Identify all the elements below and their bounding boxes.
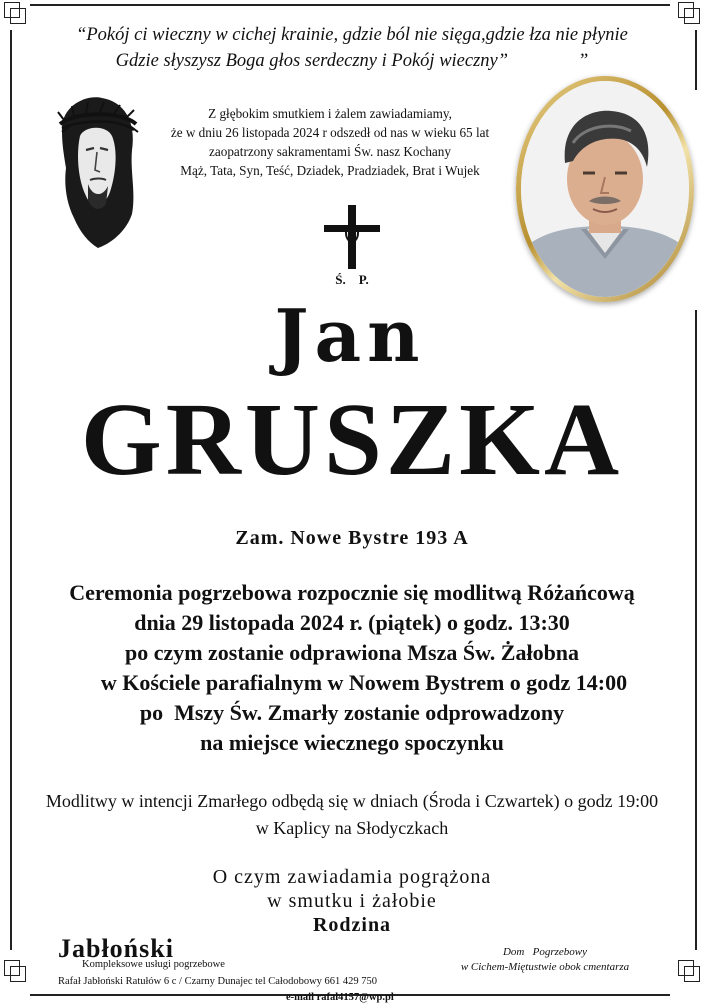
funeral-home-address: Rafał Jabłoński Ratułów 6 c / Czarny Dunajec tel Całodobowy 661 429 750 — [58, 976, 378, 987]
announcement-line-3: zaopatrzony sakramentami Św. nasz Kochany — [209, 144, 451, 159]
cross-symbol — [322, 205, 382, 289]
frame-top-line — [30, 4, 670, 6]
portrait-oval-frame — [516, 76, 694, 302]
memorial-quote — [40, 22, 664, 74]
ceremony-line-1: Ceremonia pogrzebowa rozpocznie się modlitwą Różańcową — [69, 580, 635, 605]
christ-with-crown-of-thorns-image — [40, 92, 150, 250]
announcement-line-2: że w dniu 26 listopada 2024 r odszedł od nas w wieku 65 lat — [170, 125, 490, 140]
funeral-home-right-line-2: w Cichem-Miętustwie obok cmentarza — [460, 961, 630, 973]
ceremony-line-3: po czym zostanie odprawiona Msza Św. Żałobna — [124, 640, 580, 665]
funeral-home-right-line-1: Dom Pogrzebowy — [502, 946, 588, 958]
funeral-home-subtitle: Kompleksowe usługi pogrzebowe — [82, 959, 225, 970]
funeral-home-email: e-mail rafal4157@wp.pl — [286, 992, 394, 1003]
funeral-home-right-block — [420, 945, 670, 975]
deceased-address: Zam. Nowe Bystre 193 A — [235, 527, 469, 549]
frame-corner-top-right — [678, 2, 700, 24]
ceremony-line-6: na miejsce wiecznego spoczynku — [200, 730, 504, 755]
deceased-surname: GRUSZKA — [80, 382, 624, 497]
prayers-line-1: Modlitwy w intencji Zmarłego odbędą się w dniach (Środa i Czwartek) o godz 19:00 — [45, 791, 659, 811]
family-notice — [100, 865, 604, 937]
notice-line-2: w smutku i żałobie — [267, 890, 437, 912]
announcement-line-1: Z głębokim smutkiem i żalem zawiadamiamy, — [208, 106, 452, 121]
ceremony-details — [20, 578, 684, 758]
funeral-home-brand: Jabłoński — [58, 934, 174, 963]
notice-family: Rodzina — [312, 914, 392, 936]
ceremony-line-5: po Mszy Św. Zmarły zostanie odprowadzony — [139, 700, 565, 725]
quote-line-2-text: Gdzie słyszysz Boga głos serdeczny i Pokój wieczny” — [115, 51, 509, 71]
quote-line-2 — [40, 48, 664, 74]
announcement-line-4: Mąż, Tata, Syn, Teść, Dziadek, Pradziadek, Brat i Wujek — [180, 163, 480, 178]
prayers-line-2: w Kaplicy na Słodyczkach — [255, 818, 449, 838]
ceremony-line-2: dnia 29 listopada 2024 r. (piątek) o godz. 13:30 — [134, 610, 570, 635]
death-announcement — [150, 104, 510, 180]
quote-closing-mark: ” — [578, 51, 589, 71]
frame-right-line-lower — [695, 310, 697, 950]
frame-corner-bottom-left — [4, 960, 26, 982]
frame-corner-top-left — [4, 2, 26, 24]
cross-label: Ś. P. — [335, 272, 369, 287]
notice-line-1: O czym zawiadamia pogrążona — [212, 866, 492, 888]
deceased-first-name: Jan — [274, 293, 426, 378]
prayer-info — [20, 788, 684, 842]
funeral-home-logo-block — [58, 934, 418, 1004]
ceremony-line-4: w Kościele parafialnym w Nowem Bystrem o godz 14:00 — [100, 670, 628, 695]
frame-corner-bottom-right — [678, 960, 700, 982]
portrait-photo — [521, 81, 689, 297]
quote-line-1: “Pokój ci wieczny w cichej krainie, gdzie ból nie sięga,gdzie łza nie płynie — [76, 25, 628, 45]
frame-right-line — [695, 30, 697, 90]
